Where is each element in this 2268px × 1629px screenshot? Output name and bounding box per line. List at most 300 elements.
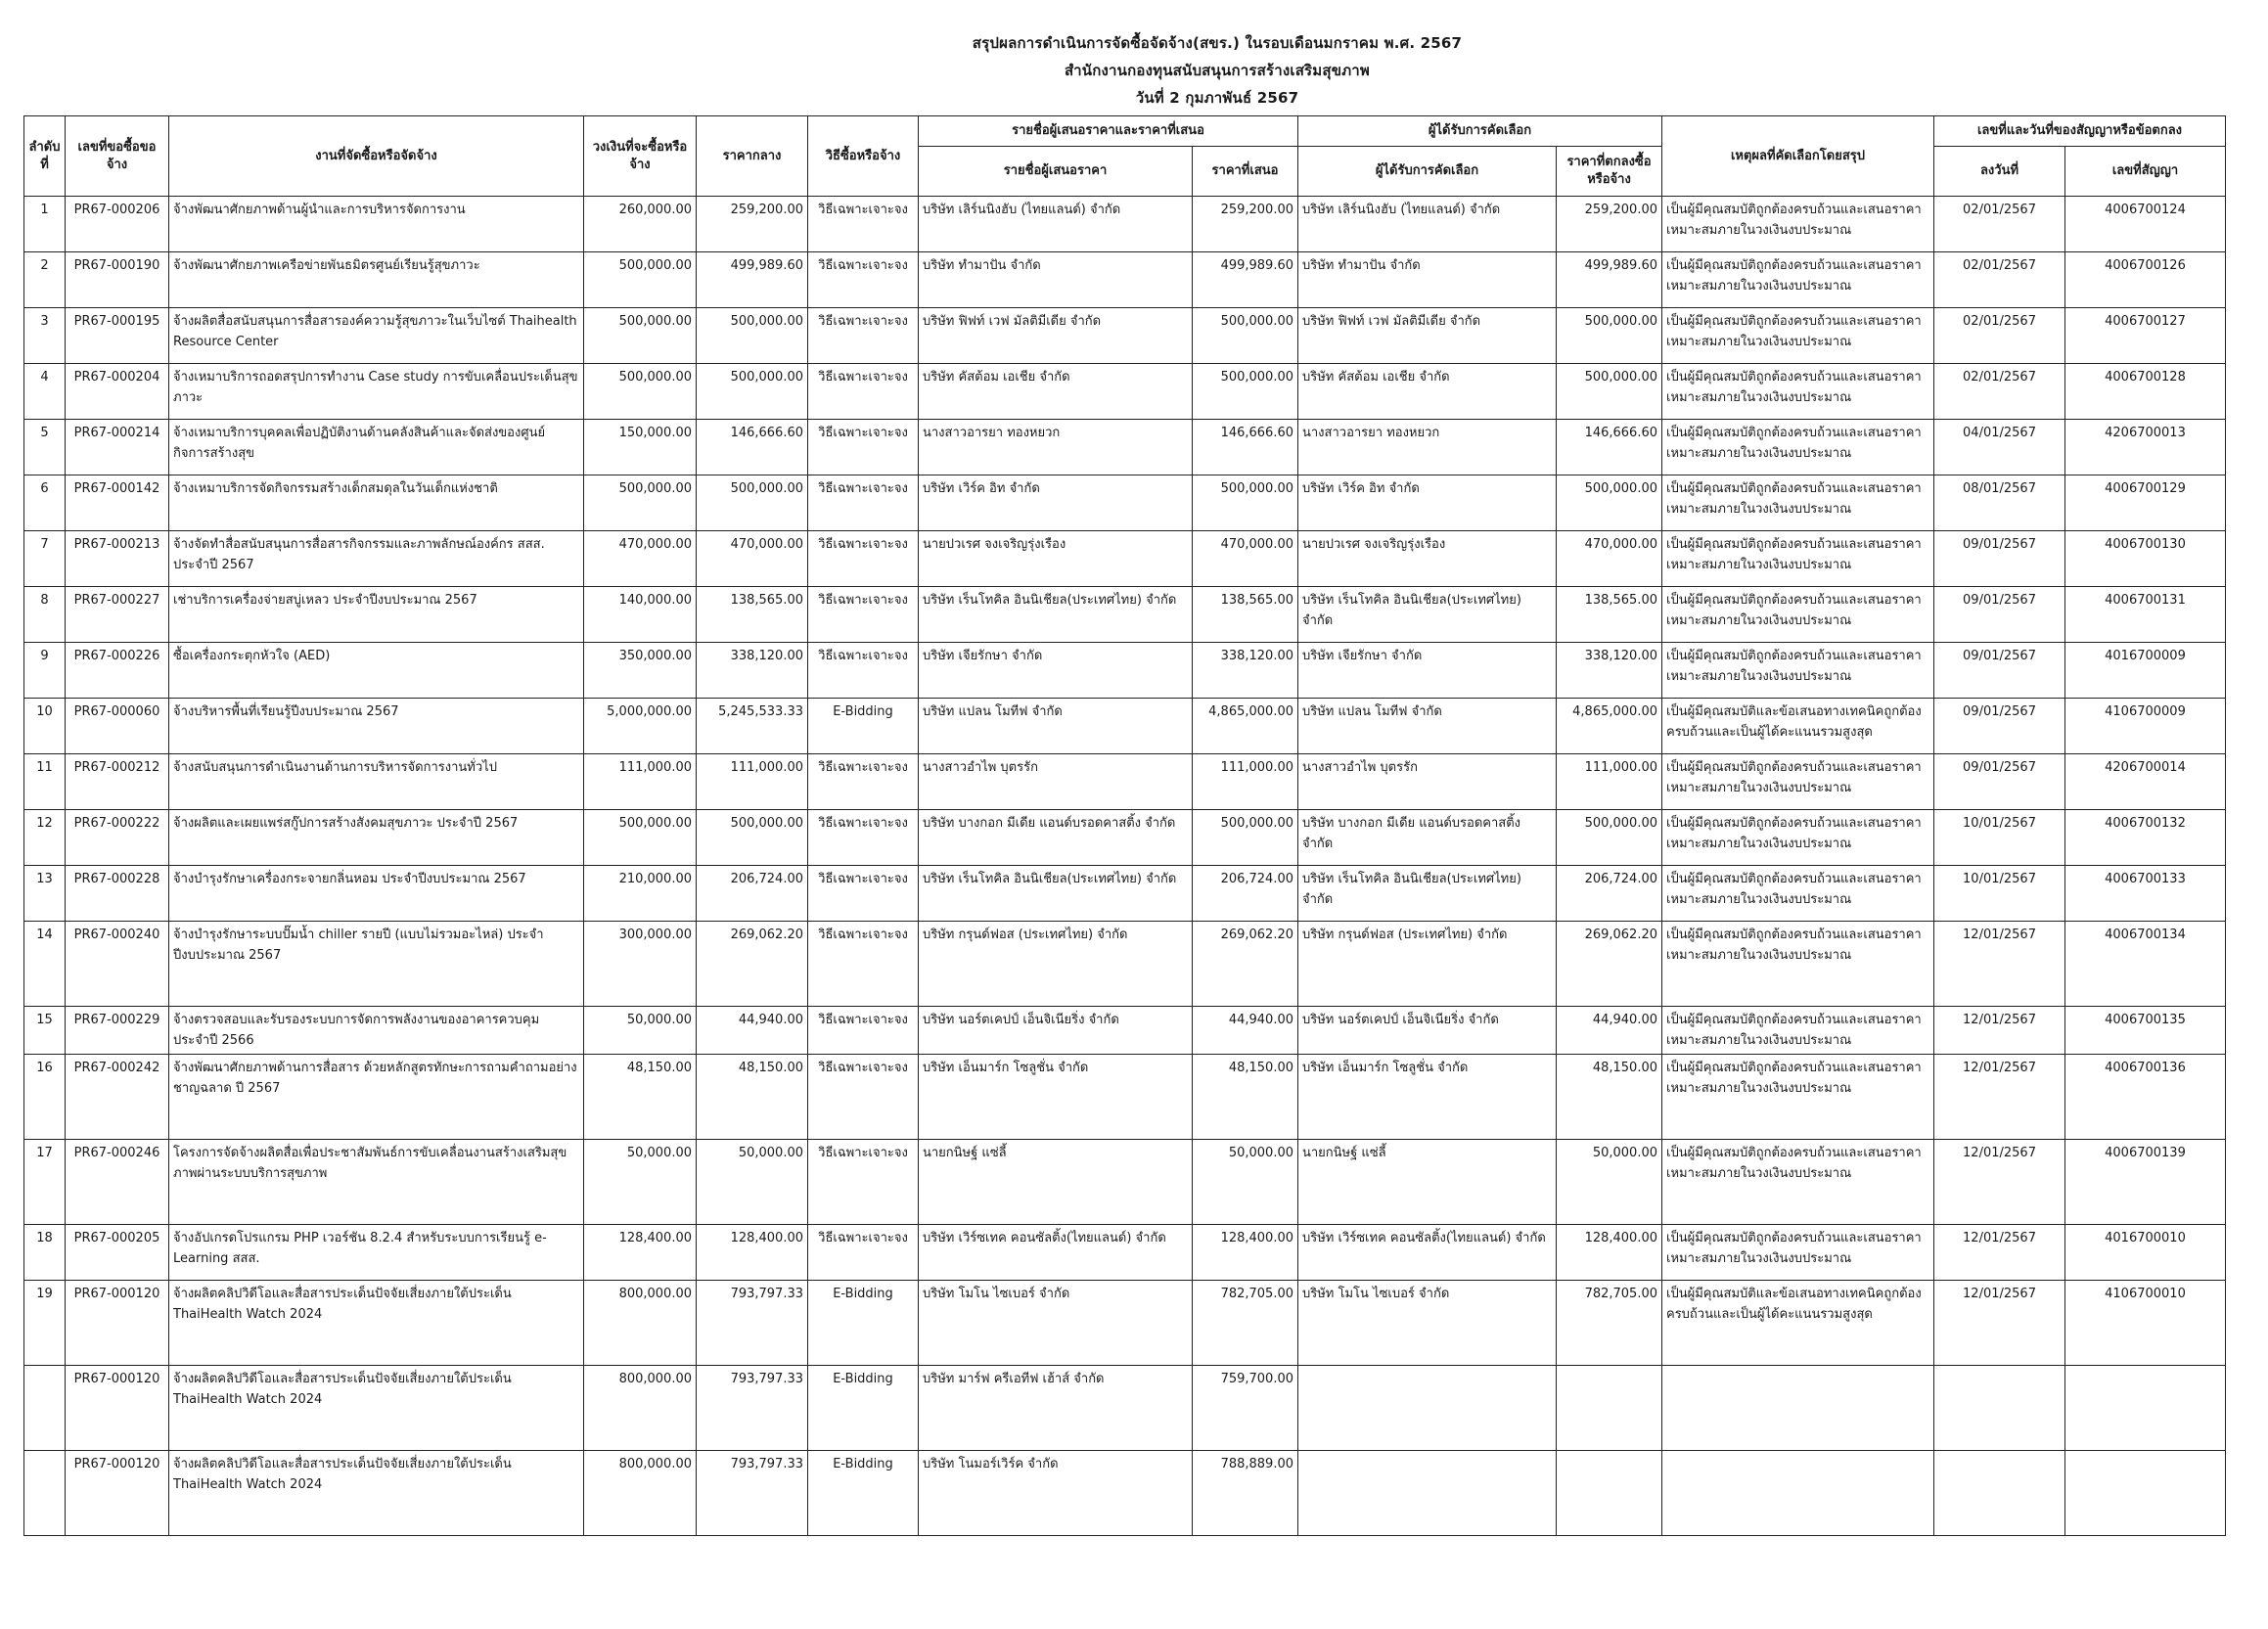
- cell-method: E-Bidding: [808, 1366, 919, 1451]
- cell-work: จ้างสนับสนุนการดำเนินงานด้านการบริหารจัดการงานทั่วไป: [169, 754, 584, 810]
- cell-agreed: 782,705.00: [1557, 1281, 1662, 1366]
- cell-bidder: นายกนิษฐ์ แซ่ลี้: [919, 1140, 1193, 1225]
- cell-budget: 50,000.00: [584, 1140, 697, 1225]
- cell-bidder: บริษัท เอ็นมาร์ก โซลูชั่น จำกัด: [919, 1055, 1193, 1140]
- table-row: [24, 587, 2226, 643]
- cell-bidder: บริษัท บางกอก มีเดีย แอนด์บรอดคาสติ้ง จำกัด: [919, 810, 1193, 866]
- cell-work: จ้างบำรุงรักษาเครื่องกระจายกลิ่นหอม ประจำปีงบประมาณ 2567: [169, 866, 584, 922]
- cell-method: วิธีเฉพาะเจาะจง: [808, 252, 919, 308]
- cell-date: 09/01/2567: [1934, 643, 2065, 699]
- table-row: [24, 252, 2226, 308]
- cell-median: 793,797.33: [697, 1281, 808, 1366]
- cell-bidder: บริษัท เวิร์ซเทค คอนซัลติ้ง(ไทยแลนด์) จำกัด: [919, 1225, 1193, 1281]
- table-row: [24, 1055, 2226, 1140]
- cell-budget: 500,000.00: [584, 475, 697, 531]
- cell-budget: 260,000.00: [584, 197, 697, 252]
- table-row: [24, 1140, 2226, 1225]
- cell-method: วิธีเฉพาะเจาะจง: [808, 922, 919, 1007]
- cell-work: โครงการจัดจ้างผลิตสื่อเพื่อประชาสัมพันธ์การขับเคลื่อนงานสร้างเสริมสุขภาพผ่านระบบบริการสุขภาพ: [169, 1140, 584, 1225]
- col-contract-no: เลขที่สัญญา: [2065, 147, 2226, 197]
- cell-work: จ้างผลิตสื่อสนับสนุนการสื่อสารองค์ความรู้สุขภาวะในเว็บไซต์ Thaihealth Resource Center: [169, 308, 584, 364]
- cell-bid: 470,000.00: [1193, 531, 1298, 587]
- cell-agreed: 44,940.00: [1557, 1007, 1662, 1055]
- cell-winner: บริษัท คัสต้อม เอเชีย จำกัด: [1298, 364, 1557, 420]
- col-bid-price: ราคาที่เสนอ: [1193, 147, 1298, 197]
- table-row: [24, 1281, 2226, 1366]
- cell-pr: PR67-000228: [66, 866, 169, 922]
- cell-bid: 206,724.00: [1193, 866, 1298, 922]
- cell-pr: PR67-000246: [66, 1140, 169, 1225]
- cell-pr: PR67-000222: [66, 810, 169, 866]
- cell-winner: นางสาวอำไพ บุตรรัก: [1298, 754, 1557, 810]
- cell-bidder: บริษัท เจียรักษา จำกัด: [919, 643, 1193, 699]
- cell-pr: PR67-000229: [66, 1007, 169, 1055]
- cell-reason: [1662, 1366, 1934, 1451]
- cell-bid: 788,889.00: [1193, 1451, 1298, 1536]
- cell-median: 470,000.00: [697, 531, 808, 587]
- cell-bid: 499,989.60: [1193, 252, 1298, 308]
- cell-method: วิธีเฉพาะเจาะจง: [808, 475, 919, 531]
- cell-winner: บริษัท ฟิฟท์ เวฟ มัลติมีเดีย จำกัด: [1298, 308, 1557, 364]
- cell-work: จ้างผลิตคลิปวิดีโอและสื่อสารประเด็นปัจจัยเสี่ยงภายใต้ประเด็น ThaiHealth Watch 2024: [169, 1366, 584, 1451]
- cell-bid: 269,062.20: [1193, 922, 1298, 1007]
- cell-work: จ้างจัดทำสื่อสนับสนุนการสื่อสารกิจกรรมและภาพลักษณ์องค์กร สสส. ประจำปี 2567: [169, 531, 584, 587]
- cell-contract: 4006700135: [2065, 1007, 2226, 1055]
- cell-winner: บริษัท ทำมาปัน จำกัด: [1298, 252, 1557, 308]
- cell-winner: นายกนิษฐ์ แซ่ลี้: [1298, 1140, 1557, 1225]
- cell-work: จ้างอัปเกรดโปรแกรม PHP เวอร์ชัน 8.2.4 สำหรับระบบการเรียนรู้ e-Learning สสส.: [169, 1225, 584, 1281]
- cell-bid: 138,565.00: [1193, 587, 1298, 643]
- cell-contract: 4006700132: [2065, 810, 2226, 866]
- cell-method: วิธีเฉพาะเจาะจง: [808, 1007, 919, 1055]
- cell-bid: 128,400.00: [1193, 1225, 1298, 1281]
- cell-method: วิธีเฉพาะเจาะจง: [808, 587, 919, 643]
- cell-median: 500,000.00: [697, 308, 808, 364]
- cell-date: 12/01/2567: [1934, 922, 2065, 1007]
- cell-pr: PR67-000240: [66, 922, 169, 1007]
- cell-reason: เป็นผู้มีคุณสมบัติและข้อเสนอทางเทคนิคถูกต้องครบถ้วนและเป็นผู้ได้คะแนนรวมสูงสุด: [1662, 1281, 1934, 1366]
- cell-work: เช่าบริการเครื่องจ่ายสบู่เหลว ประจำปีงบประมาณ 2567: [169, 587, 584, 643]
- cell-date: 02/01/2567: [1934, 308, 2065, 364]
- cell-date: 10/01/2567: [1934, 866, 2065, 922]
- cell-pr: PR67-000214: [66, 420, 169, 475]
- cell-method: E-Bidding: [808, 1451, 919, 1536]
- cell-work: จ้างผลิตและเผยแพร่สกู๊ปการสร้างสังคมสุขภาวะ ประจำปี 2567: [169, 810, 584, 866]
- cell-winner: บริษัท เลิร์นนิงฮับ (ไทยแลนด์) จำกัด: [1298, 197, 1557, 252]
- cell-bid: 782,705.00: [1193, 1281, 1298, 1366]
- cell-no: 1: [24, 197, 66, 252]
- cell-no: 18: [24, 1225, 66, 1281]
- cell-contract: 4106700010: [2065, 1281, 2226, 1366]
- cell-no: 6: [24, 475, 66, 531]
- table-row: [24, 475, 2226, 531]
- cell-budget: 128,400.00: [584, 1225, 697, 1281]
- cell-method: วิธีเฉพาะเจาะจง: [808, 643, 919, 699]
- cell-median: 111,000.00: [697, 754, 808, 810]
- cell-work: จ้างพัฒนาศักยภาพเครือข่ายพันธมิตรศูนย์เรียนรู้สุขภาวะ: [169, 252, 584, 308]
- cell-bidder: บริษัท โนมอร์เวิร์ค จำกัด: [919, 1451, 1193, 1536]
- cell-budget: 300,000.00: [584, 922, 697, 1007]
- cell-budget: 500,000.00: [584, 308, 697, 364]
- cell-method: วิธีเฉพาะเจาะจง: [808, 810, 919, 866]
- cell-date: 08/01/2567: [1934, 475, 2065, 531]
- cell-winner: บริษัท เอ็นมาร์ก โซลูชั่น จำกัด: [1298, 1055, 1557, 1140]
- table-row: [24, 364, 2226, 420]
- col-date: ลงวันที่: [1934, 147, 2065, 197]
- cell-contract: 4106700009: [2065, 699, 2226, 754]
- cell-winner: บริษัท นอร์ตเคปป์ เอ็นจิเนียริ่ง จำกัด: [1298, 1007, 1557, 1055]
- cell-median: 269,062.20: [697, 922, 808, 1007]
- cell-no: 13: [24, 866, 66, 922]
- cell-reason: เป็นผู้มีคุณสมบัติถูกต้องครบถ้วนและเสนอราคาเหมาะสมภายในวงเงินงบประมาณ: [1662, 643, 1934, 699]
- cell-date: 09/01/2567: [1934, 754, 2065, 810]
- cell-reason: เป็นผู้มีคุณสมบัติถูกต้องครบถ้วนและเสนอราคาเหมาะสมภายในวงเงินงบประมาณ: [1662, 754, 1934, 810]
- cell-work: จ้างเหมาบริการบุคคลเพื่อปฏิบัติงานด้านคลังสินค้าและจัดส่งของศูนย์กิจการสร้างสุข: [169, 420, 584, 475]
- cell-date: 02/01/2567: [1934, 252, 2065, 308]
- cell-bidder: บริษัท ฟิฟท์ เวฟ มัลติมีเดีย จำกัด: [919, 308, 1193, 364]
- cell-agreed: 269,062.20: [1557, 922, 1662, 1007]
- cell-method: E-Bidding: [808, 1281, 919, 1366]
- cell-method: วิธีเฉพาะเจาะจง: [808, 1140, 919, 1225]
- cell-method: วิธีเฉพาะเจาะจง: [808, 1225, 919, 1281]
- cell-bidder: บริษัท โมโน ไซเบอร์ จำกัด: [919, 1281, 1193, 1366]
- cell-bidder: บริษัท ทำมาปัน จำกัด: [919, 252, 1193, 308]
- col-agreed-price: ราคาที่ตกลงซื้อหรือจ้าง: [1557, 147, 1662, 197]
- cell-method: วิธีเฉพาะเจาะจง: [808, 754, 919, 810]
- col-selected-name: ผู้ได้รับการคัดเลือก: [1298, 147, 1557, 197]
- cell-reason: เป็นผู้มีคุณสมบัติถูกต้องครบถ้วนและเสนอราคาเหมาะสมภายในวงเงินงบประมาณ: [1662, 1225, 1934, 1281]
- cell-date: 09/01/2567: [1934, 699, 2065, 754]
- cell-median: 793,797.33: [697, 1366, 808, 1451]
- cell-pr: PR67-000142: [66, 475, 169, 531]
- cell-reason: เป็นผู้มีคุณสมบัติถูกต้องครบถ้วนและเสนอราคาเหมาะสมภายในวงเงินงบประมาณ: [1662, 810, 1934, 866]
- cell-method: วิธีเฉพาะเจาะจง: [808, 1055, 919, 1140]
- cell-agreed: [1557, 1366, 1662, 1451]
- cell-no: 17: [24, 1140, 66, 1225]
- cell-pr: PR67-000190: [66, 252, 169, 308]
- cell-bidder: บริษัท กรุนด์ฟอส (ประเทศไทย) จำกัด: [919, 922, 1193, 1007]
- cell-bid: 759,700.00: [1193, 1366, 1298, 1451]
- cell-median: 259,200.00: [697, 197, 808, 252]
- cell-reason: เป็นผู้มีคุณสมบัติถูกต้องครบถ้วนและเสนอราคาเหมาะสมภายในวงเงินงบประมาณ: [1662, 1055, 1934, 1140]
- cell-contract: 4206700014: [2065, 754, 2226, 810]
- cell-winner: นายปวเรศ จงเจริญรุ่งเรือง: [1298, 531, 1557, 587]
- col-method: วิธีซื้อหรือจ้าง: [808, 116, 919, 197]
- cell-date: 12/01/2567: [1934, 1140, 2065, 1225]
- cell-reason: เป็นผู้มีคุณสมบัติและข้อเสนอทางเทคนิคถูกต้องครบถ้วนและเป็นผู้ได้คะแนนรวมสูงสุด: [1662, 699, 1934, 754]
- cell-date: 12/01/2567: [1934, 1007, 2065, 1055]
- cell-median: 50,000.00: [697, 1140, 808, 1225]
- cell-work: จ้างตรวจสอบและรับรองระบบการจัดการพลังงานของอาคารควบคุม ประจำปี 2566: [169, 1007, 584, 1055]
- cell-reason: เป็นผู้มีคุณสมบัติถูกต้องครบถ้วนและเสนอราคาเหมาะสมภายในวงเงินงบประมาณ: [1662, 308, 1934, 364]
- table-header: [24, 116, 2226, 197]
- cell-date: 12/01/2567: [1934, 1281, 2065, 1366]
- cell-median: 138,565.00: [697, 587, 808, 643]
- col-contract-group: เลขที่และวันที่ของสัญญาหรือข้อตกลง: [1934, 116, 2226, 147]
- table-row: [24, 531, 2226, 587]
- cell-budget: 800,000.00: [584, 1451, 697, 1536]
- cell-agreed: 138,565.00: [1557, 587, 1662, 643]
- cell-bid: 146,666.60: [1193, 420, 1298, 475]
- cell-date: 09/01/2567: [1934, 587, 2065, 643]
- cell-agreed: 146,666.60: [1557, 420, 1662, 475]
- table-row: [24, 643, 2226, 699]
- cell-pr: PR67-000195: [66, 308, 169, 364]
- cell-pr: PR67-000206: [66, 197, 169, 252]
- cell-date: [1934, 1366, 2065, 1451]
- cell-date: 12/01/2567: [1934, 1055, 2065, 1140]
- table-row: [24, 1366, 2226, 1451]
- organization-name: สำนักงานกองทุนสนับสนุนการสร้างเสริมสุขภาพ: [1064, 62, 1371, 79]
- cell-median: 206,724.00: [697, 866, 808, 922]
- cell-budget: 800,000.00: [584, 1366, 697, 1451]
- cell-pr: PR67-000120: [66, 1366, 169, 1451]
- cell-reason: เป็นผู้มีคุณสมบัติถูกต้องครบถ้วนและเสนอราคาเหมาะสมภายในวงเงินงบประมาณ: [1662, 922, 1934, 1007]
- cell-agreed: 499,989.60: [1557, 252, 1662, 308]
- cell-agreed: 48,150.00: [1557, 1055, 1662, 1140]
- cell-budget: 470,000.00: [584, 531, 697, 587]
- cell-bid: 4,865,000.00: [1193, 699, 1298, 754]
- cell-contract: 4006700130: [2065, 531, 2226, 587]
- cell-pr: PR67-000213: [66, 531, 169, 587]
- cell-contract: 4006700131: [2065, 587, 2226, 643]
- cell-agreed: 50,000.00: [1557, 1140, 1662, 1225]
- cell-winner: [1298, 1366, 1557, 1451]
- cell-reason: เป็นผู้มีคุณสมบัติถูกต้องครบถ้วนและเสนอราคาเหมาะสมภายในวงเงินงบประมาณ: [1662, 252, 1934, 308]
- cell-contract: 4006700134: [2065, 922, 2226, 1007]
- table-row: [24, 810, 2226, 866]
- cell-agreed: 111,000.00: [1557, 754, 1662, 810]
- cell-budget: 50,000.00: [584, 1007, 697, 1055]
- cell-method: วิธีเฉพาะเจาะจง: [808, 531, 919, 587]
- cell-median: 499,989.60: [697, 252, 808, 308]
- cell-winner: บริษัท เจียรักษา จำกัด: [1298, 643, 1557, 699]
- cell-pr: PR67-000205: [66, 1225, 169, 1281]
- cell-date: [1934, 1451, 2065, 1536]
- cell-winner: บริษัท เวิร์ซเทค คอนซัลติ้ง(ไทยแลนด์) จำกัด: [1298, 1225, 1557, 1281]
- cell-work: จ้างเหมาบริการถอดสรุปการทำงาน Case study การขับเคลื่อนประเด็นสุขภาวะ: [169, 364, 584, 420]
- table-row: [24, 1451, 2226, 1536]
- cell-pr: PR67-000242: [66, 1055, 169, 1140]
- cell-bidder: บริษัท เวิร์ค อิท จำกัด: [919, 475, 1193, 531]
- cell-no: 4: [24, 364, 66, 420]
- cell-contract: 4016700010: [2065, 1225, 2226, 1281]
- table-row: [24, 1225, 2226, 1281]
- cell-method: วิธีเฉพาะเจาะจง: [808, 866, 919, 922]
- cell-contract: 4006700124: [2065, 197, 2226, 252]
- cell-date: 09/01/2567: [1934, 531, 2065, 587]
- cell-budget: 800,000.00: [584, 1281, 697, 1366]
- cell-no: 12: [24, 810, 66, 866]
- cell-no: 14: [24, 922, 66, 1007]
- cell-budget: 350,000.00: [584, 643, 697, 699]
- cell-reason: เป็นผู้มีคุณสมบัติถูกต้องครบถ้วนและเสนอราคาเหมาะสมภายในวงเงินงบประมาณ: [1662, 364, 1934, 420]
- cell-bid: 338,120.00: [1193, 643, 1298, 699]
- cell-work: จ้างเหมาบริการจัดกิจกรรมสร้างเด็กสมดุลในวันเด็กแห่งชาติ: [169, 475, 584, 531]
- cell-pr: PR67-000227: [66, 587, 169, 643]
- cell-pr: PR67-000060: [66, 699, 169, 754]
- col-pr: เลขที่ขอซื้อขอจ้าง: [66, 116, 169, 197]
- cell-pr: PR67-000204: [66, 364, 169, 420]
- table-row: [24, 308, 2226, 364]
- cell-date: 02/01/2567: [1934, 364, 2065, 420]
- cell-agreed: 470,000.00: [1557, 531, 1662, 587]
- cell-bidder: นางสาวอำไพ บุตรรัก: [919, 754, 1193, 810]
- cell-work: จ้างผลิตคลิปวิดีโอและสื่อสารประเด็นปัจจัยเสี่ยงภายใต้ประเด็น ThaiHealth Watch 2024: [169, 1451, 584, 1536]
- cell-bidder: บริษัท เร็นโทคิล อินนิเชียล(ประเทศไทย) จำกัด: [919, 587, 1193, 643]
- col-reason: เหตุผลที่คัดเลือกโดยสรุป: [1662, 116, 1934, 197]
- cell-budget: 5,000,000.00: [584, 699, 697, 754]
- cell-budget: 111,000.00: [584, 754, 697, 810]
- cell-reason: เป็นผู้มีคุณสมบัติถูกต้องครบถ้วนและเสนอราคาเหมาะสมภายในวงเงินงบประมาณ: [1662, 531, 1934, 587]
- cell-contract: [2065, 1366, 2226, 1451]
- cell-median: 146,666.60: [697, 420, 808, 475]
- cell-method: วิธีเฉพาะเจาะจง: [808, 197, 919, 252]
- cell-reason: เป็นผู้มีคุณสมบัติถูกต้องครบถ้วนและเสนอราคาเหมาะสมภายในวงเงินงบประมาณ: [1662, 475, 1934, 531]
- cell-work: จ้างพัฒนาศักยภาพด้านผู้นำและการบริหารจัดการงาน: [169, 197, 584, 252]
- cell-median: 128,400.00: [697, 1225, 808, 1281]
- cell-winner: บริษัท แปลน โมทีฟ จำกัด: [1298, 699, 1557, 754]
- cell-bid: 500,000.00: [1193, 364, 1298, 420]
- cell-median: 793,797.33: [697, 1451, 808, 1536]
- cell-median: 500,000.00: [697, 475, 808, 531]
- cell-no: 5: [24, 420, 66, 475]
- document-date: วันที่ 2 กุมภาพันธ์ 2567: [1135, 89, 1299, 107]
- col-work: งานที่จัดซื้อหรือจัดจ้าง: [169, 116, 584, 197]
- cell-contract: 4006700139: [2065, 1140, 2226, 1225]
- table-row: [24, 420, 2226, 475]
- table-row: [24, 754, 2226, 810]
- cell-bidder: บริษัท คัสต้อม เอเชีย จำกัด: [919, 364, 1193, 420]
- cell-reason: เป็นผู้มีคุณสมบัติถูกต้องครบถ้วนและเสนอราคาเหมาะสมภายในวงเงินงบประมาณ: [1662, 1140, 1934, 1225]
- cell-contract: 4006700128: [2065, 364, 2226, 420]
- cell-winner: บริษัท เร็นโทคิล อินนิเชียล(ประเทศไทย) จำกัด: [1298, 587, 1557, 643]
- table-row: [24, 699, 2226, 754]
- cell-no: [24, 1451, 66, 1536]
- cell-reason: [1662, 1451, 1934, 1536]
- cell-median: 500,000.00: [697, 364, 808, 420]
- cell-bid: 500,000.00: [1193, 475, 1298, 531]
- cell-median: 500,000.00: [697, 810, 808, 866]
- col-selected-group: ผู้ได้รับการคัดเลือก: [1298, 116, 1662, 147]
- cell-agreed: 500,000.00: [1557, 364, 1662, 420]
- cell-winner: บริษัท กรุนด์ฟอส (ประเทศไทย) จำกัด: [1298, 922, 1557, 1007]
- cell-contract: [2065, 1451, 2226, 1536]
- cell-date: 12/01/2567: [1934, 1225, 2065, 1281]
- cell-budget: 500,000.00: [584, 810, 697, 866]
- cell-bidder: บริษัท นอร์ตเคปป์ เอ็นจิเนียริ่ง จำกัด: [919, 1007, 1193, 1055]
- cell-method: E-Bidding: [808, 699, 919, 754]
- cell-date: 10/01/2567: [1934, 810, 2065, 866]
- col-bidders-group: รายชื่อผู้เสนอราคาและราคาที่เสนอ: [919, 116, 1298, 147]
- cell-agreed: 338,120.00: [1557, 643, 1662, 699]
- cell-bid: 111,000.00: [1193, 754, 1298, 810]
- table-row: [24, 922, 2226, 1007]
- col-budget: วงเงินที่จะซื้อหรือจ้าง: [584, 116, 697, 197]
- cell-work: จ้างบำรุงรักษาระบบปั๊มน้ำ chiller รายปี (แบบไม่รวมอะไหล่) ประจำปีงบประมาณ 2567: [169, 922, 584, 1007]
- cell-no: [24, 1366, 66, 1451]
- col-median: ราคากลาง: [697, 116, 808, 197]
- cell-date: 02/01/2567: [1934, 197, 2065, 252]
- cell-winner: [1298, 1451, 1557, 1536]
- cell-median: 338,120.00: [697, 643, 808, 699]
- table-row: [24, 197, 2226, 252]
- table-row: [24, 1007, 2226, 1055]
- cell-bidder: บริษัท มาร์ฟ ครีเอทีฟ เฮ้าส์ จำกัด: [919, 1366, 1193, 1451]
- cell-contract: 4006700133: [2065, 866, 2226, 922]
- cell-winner: บริษัท เวิร์ค อิท จำกัด: [1298, 475, 1557, 531]
- cell-bidder: นางสาวอารยา ทองหยวก: [919, 420, 1193, 475]
- cell-no: 16: [24, 1055, 66, 1140]
- cell-pr: PR67-000212: [66, 754, 169, 810]
- cell-bidder: บริษัท เร็นโทคิล อินนิเชียล(ประเทศไทย) จำกัด: [919, 866, 1193, 922]
- cell-bid: 50,000.00: [1193, 1140, 1298, 1225]
- cell-date: 04/01/2567: [1934, 420, 2065, 475]
- cell-method: วิธีเฉพาะเจาะจง: [808, 420, 919, 475]
- cell-contract: 4206700013: [2065, 420, 2226, 475]
- cell-agreed: 500,000.00: [1557, 308, 1662, 364]
- cell-bidder: นายปวเรศ จงเจริญรุ่งเรือง: [919, 531, 1193, 587]
- cell-work: จ้างพัฒนาศักยภาพด้านการสื่อสาร ด้วยหลักสูตรทักษะการถามคำถามอย่างชาญฉลาด ปี 2567: [169, 1055, 584, 1140]
- document-title: สรุปผลการดำเนินการจัดซื้อจัดจ้าง(สขร.) ในรอบเดือนมกราคม พ.ศ. 2567: [972, 34, 1463, 52]
- cell-contract: 4006700127: [2065, 308, 2226, 364]
- cell-no: 11: [24, 754, 66, 810]
- cell-no: 7: [24, 531, 66, 587]
- cell-no: 9: [24, 643, 66, 699]
- cell-budget: 48,150.00: [584, 1055, 697, 1140]
- cell-agreed: 500,000.00: [1557, 810, 1662, 866]
- cell-winner: นางสาวอารยา ทองหยวก: [1298, 420, 1557, 475]
- cell-median: 48,150.00: [697, 1055, 808, 1140]
- cell-no: 8: [24, 587, 66, 643]
- cell-contract: 4006700136: [2065, 1055, 2226, 1140]
- cell-budget: 500,000.00: [584, 252, 697, 308]
- col-bidder-name: รายชื่อผู้เสนอราคา: [919, 147, 1193, 197]
- cell-agreed: 206,724.00: [1557, 866, 1662, 922]
- procurement-table: [23, 115, 2226, 1536]
- cell-bid: 44,940.00: [1193, 1007, 1298, 1055]
- cell-agreed: 259,200.00: [1557, 197, 1662, 252]
- cell-bid: 259,200.00: [1193, 197, 1298, 252]
- cell-agreed: 4,865,000.00: [1557, 699, 1662, 754]
- cell-median: 44,940.00: [697, 1007, 808, 1055]
- cell-bid: 500,000.00: [1193, 810, 1298, 866]
- cell-bidder: บริษัท แปลน โมทีฟ จำกัด: [919, 699, 1193, 754]
- cell-winner: บริษัท โมโน ไซเบอร์ จำกัด: [1298, 1281, 1557, 1366]
- cell-budget: 500,000.00: [584, 364, 697, 420]
- cell-pr: PR67-000120: [66, 1281, 169, 1366]
- cell-agreed: 500,000.00: [1557, 475, 1662, 531]
- cell-no: 10: [24, 699, 66, 754]
- cell-work: ซื้อเครื่องกระตุกหัวใจ (AED): [169, 643, 584, 699]
- cell-winner: บริษัท เร็นโทคิล อินนิเชียล(ประเทศไทย) จำกัด: [1298, 866, 1557, 922]
- cell-work: จ้างผลิตคลิปวิดีโอและสื่อสารประเด็นปัจจัยเสี่ยงภายใต้ประเด็น ThaiHealth Watch 2024: [169, 1281, 584, 1366]
- cell-budget: 210,000.00: [584, 866, 697, 922]
- cell-reason: เป็นผู้มีคุณสมบัติถูกต้องครบถ้วนและเสนอราคาเหมาะสมภายในวงเงินงบประมาณ: [1662, 1007, 1934, 1055]
- cell-method: วิธีเฉพาะเจาะจง: [808, 308, 919, 364]
- cell-reason: เป็นผู้มีคุณสมบัติถูกต้องครบถ้วนและเสนอราคาเหมาะสมภายในวงเงินงบประมาณ: [1662, 420, 1934, 475]
- cell-pr: PR67-000120: [66, 1451, 169, 1536]
- cell-agreed: [1557, 1451, 1662, 1536]
- cell-pr: PR67-000226: [66, 643, 169, 699]
- cell-contract: 4006700129: [2065, 475, 2226, 531]
- cell-contract: 4016700009: [2065, 643, 2226, 699]
- cell-reason: เป็นผู้มีคุณสมบัติถูกต้องครบถ้วนและเสนอราคาเหมาะสมภายในวงเงินงบประมาณ: [1662, 587, 1934, 643]
- table-row: [24, 866, 2226, 922]
- cell-budget: 140,000.00: [584, 587, 697, 643]
- cell-reason: เป็นผู้มีคุณสมบัติถูกต้องครบถ้วนและเสนอราคาเหมาะสมภายในวงเงินงบประมาณ: [1662, 866, 1934, 922]
- cell-no: 3: [24, 308, 66, 364]
